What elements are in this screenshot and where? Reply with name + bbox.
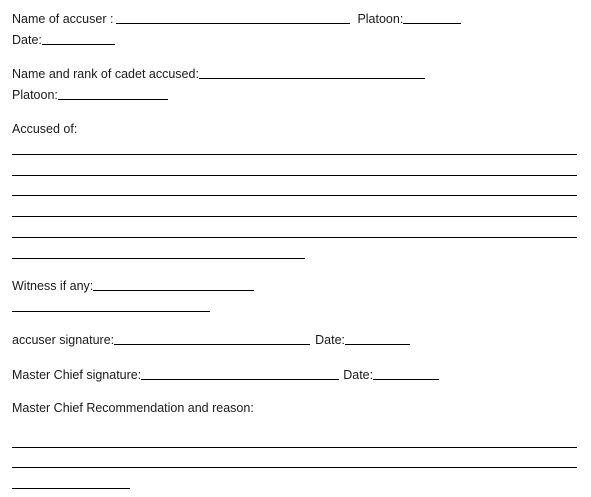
accuser-name-field[interactable] [116,23,350,24]
accuser-platoon-field[interactable] [403,23,461,24]
accuser-signature-label: accuser signature: [12,333,115,347]
master-chief-date-field[interactable] [373,379,439,380]
date-row [12,31,115,47]
recommendation-line[interactable] [12,467,577,468]
date-label: Date: [12,33,42,47]
date-field[interactable] [42,44,115,45]
master-chief-date-label: Date: [343,368,374,382]
accused-of-line[interactable] [12,216,577,217]
accuser-date-field[interactable] [345,344,410,345]
accused-of-label: Accused of: [12,122,78,136]
accused-of-line[interactable] [12,258,305,259]
accuser-platoon-label: Platoon: [357,12,404,26]
accuser-name-label: Name of accuser : [12,12,114,26]
accused-name-field[interactable] [199,78,425,79]
recommendation-label: Master Chief Recommendation and reason: [12,401,254,415]
witness-line[interactable] [12,311,210,312]
accused-platoon-field[interactable] [58,99,168,100]
recommendation-row [12,399,254,415]
master-chief-signature-field[interactable] [141,379,339,380]
accuser-date-label: Date: [315,333,346,347]
recommendation-line[interactable] [12,447,577,448]
recommendation-line[interactable] [12,488,130,489]
accused-platoon-row [12,86,168,102]
accused-of-line[interactable] [12,154,577,155]
witness-row [12,277,254,293]
witness-label: Witness if any: [12,279,94,293]
accuser-signature-field[interactable] [114,344,310,345]
master-chief-signature-label: Master Chief signature: [12,368,142,382]
witness-field[interactable] [93,290,254,291]
accused-name-label: Name and rank of cadet accused: [12,67,199,81]
accused-of-line[interactable] [12,195,577,196]
accused-of-row [12,120,77,136]
accused-of-line[interactable] [12,175,577,176]
accuser-name-row [12,10,461,26]
master-chief-signature-row [12,366,439,382]
accused-platoon-label: Platoon: [12,88,58,102]
accused-of-line[interactable] [12,237,577,238]
accuser-signature-row [12,331,410,347]
accused-name-row [12,65,425,81]
